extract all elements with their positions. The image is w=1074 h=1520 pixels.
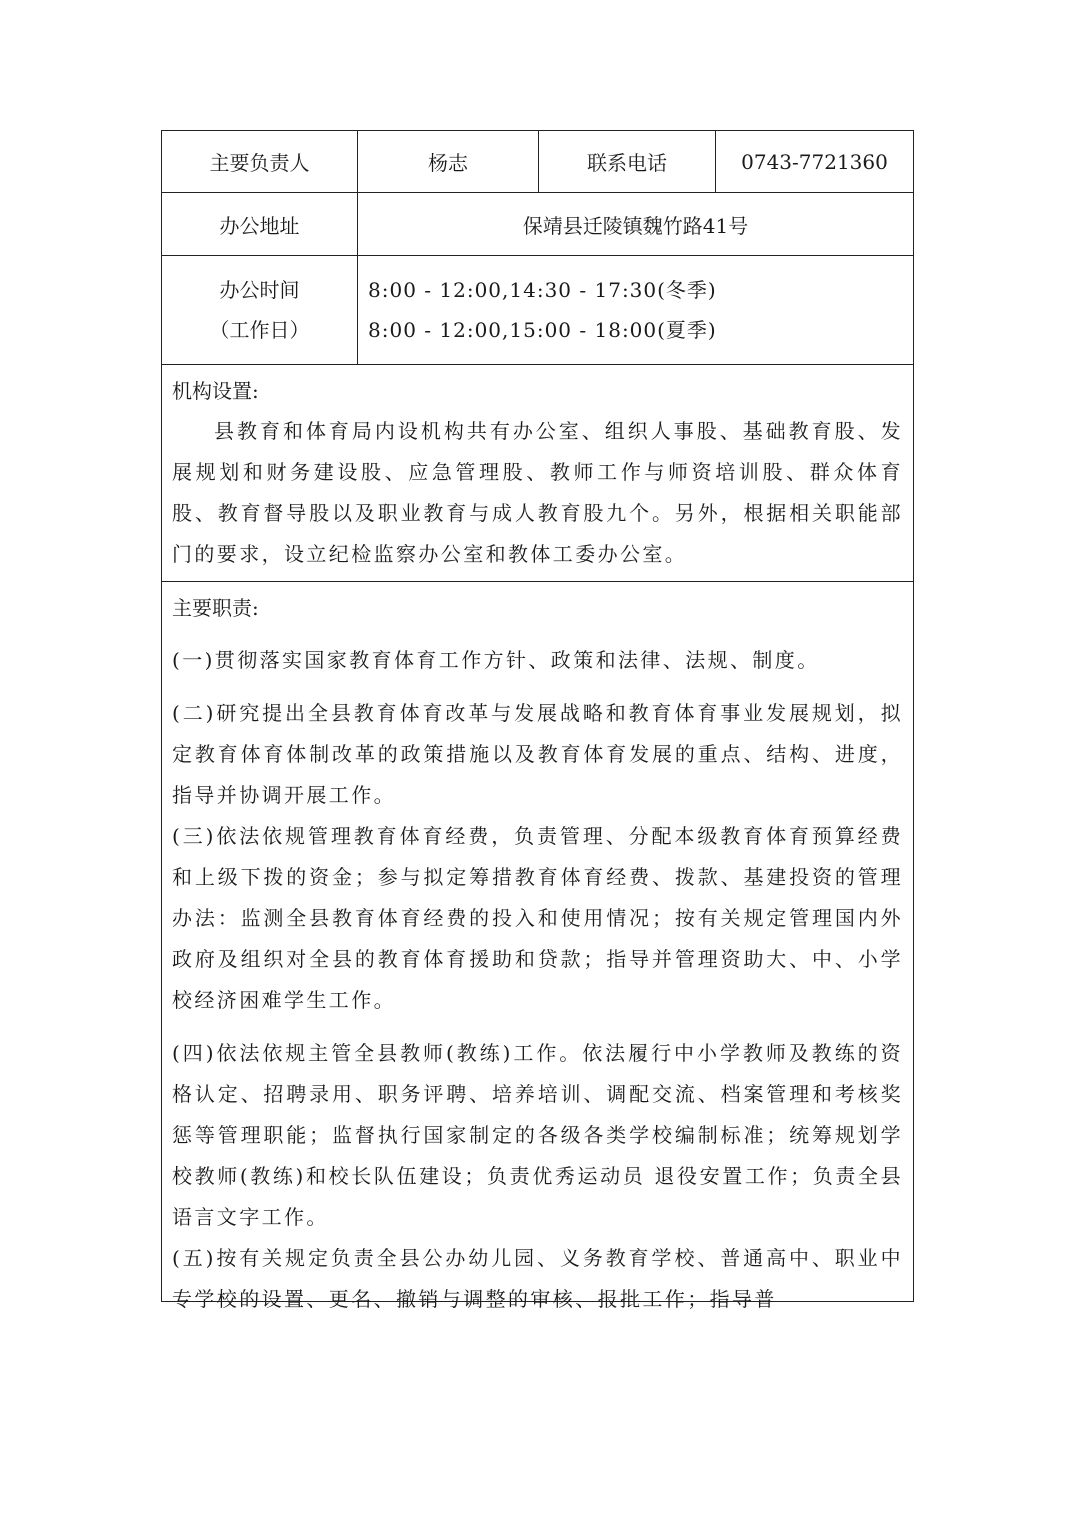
duties-heading: 主要职责: xyxy=(172,596,259,620)
duty-item-1: (一)贯彻落实国家教育体育工作方针、政策和法律、法规、制度。 xyxy=(172,648,820,672)
duties-section xyxy=(162,582,914,1311)
duty-item-3: (三)依法依规管理教育体育经费，负责管理、分配本级教育体育预算经费和上级下拨的资金；参与拟定筹措教育体育经费、拨款、基建投资的管理办法：监测全县教育体育经费的投入和使用情况；按有关规定管理国内外政府及组织对全县的教育体育援助和贷款；指导并管理资助大、中、小学校经济困难学生工作。 xyxy=(172,824,903,1012)
head-label: 主要负责人 xyxy=(162,131,358,193)
duty-item-2: (二)研究提出全县教育体育改革与发展战略和教育体育事业发展规划，拟定教育体育体制改革的政策措施以及教育体育发展的重点、结构、进度，指导并协调开展工作。 xyxy=(172,701,903,807)
organization-section xyxy=(162,365,914,582)
phone-number: 0743-7721360 xyxy=(716,131,914,193)
duties-row xyxy=(162,582,914,1302)
duties-content xyxy=(172,588,903,1311)
address-value: 保靖县迁陵镇魏竹路41号 xyxy=(358,193,914,256)
address-row xyxy=(162,193,914,256)
hours-label-line2: （工作日） xyxy=(209,318,310,342)
head-name: 杨志 xyxy=(358,131,539,193)
organization-text: 县教育和体育局内设机构共有办公室、组织人事股、基础教育股、发展规划和财务建设股、应急管理股、教师工作与师资培训股、群众体育股、教育督导股以及职业教育与成人教育股九个。另外，根据相关职能部门的要求，设立纪检监察办公室和教体工委办公室。 xyxy=(172,419,903,566)
address-label: 办公地址 xyxy=(162,193,358,256)
contact-row xyxy=(162,131,914,193)
hours-row xyxy=(162,256,914,365)
phone-label: 联系电话 xyxy=(539,131,716,193)
hours-label-line1: 办公时间 xyxy=(219,278,300,302)
hours-summer: 8:00 - 12:00,15:00 - 18:00(夏季) xyxy=(368,318,717,342)
duty-item-5: (五)按有关规定负责全县公办幼儿园、义务教育学校、普通高中、职业中专学校的设置、更名、撤销与调整的审核、报批工作；指导普 xyxy=(172,1246,903,1311)
hours-label xyxy=(162,256,358,365)
hours-winter: 8:00 - 12:00,14:30 - 17:30(冬季) xyxy=(368,278,717,302)
organization-heading: 机构设置: xyxy=(172,379,259,403)
agency-info-table xyxy=(161,130,914,1311)
duty-item-4: (四)依法依规主管全县教师(教练)工作。依法履行中小学教师及教练的资格认定、招聘录用、职务评聘、培养培训、调配交流、档案管理和考核奖惩等管理职能；监督执行国家制定的各级各类学校编制标准；统筹规划学校教师(教练)和校长队伍建设；负责优秀运动员 退役安置工作；负责全县语言文字工作。 xyxy=(172,1041,903,1229)
hours-value xyxy=(358,256,914,365)
organization-row xyxy=(162,365,914,582)
